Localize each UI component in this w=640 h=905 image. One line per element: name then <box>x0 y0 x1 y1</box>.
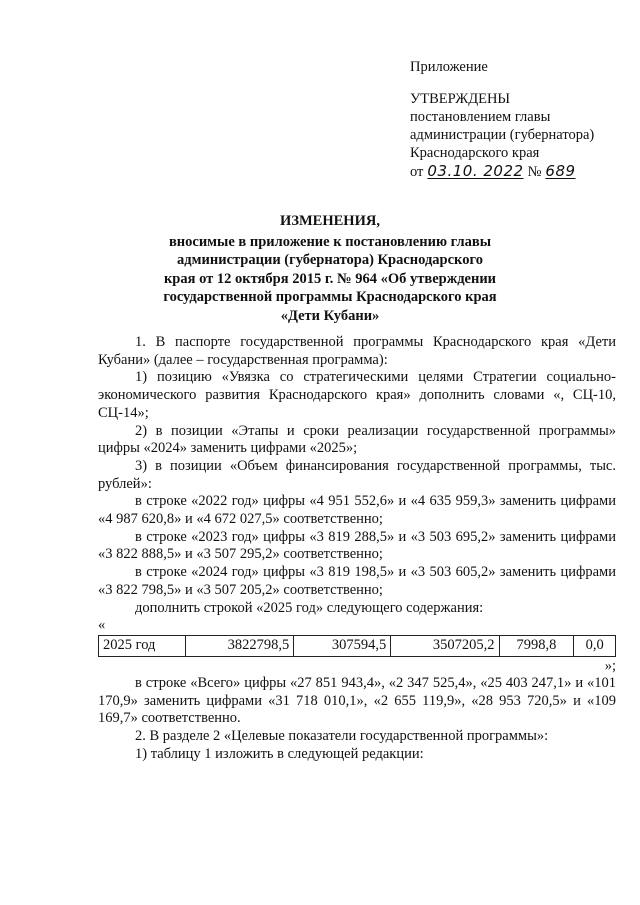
quote-close: »; <box>604 657 616 674</box>
title-line-2: администрации (губернатора) Краснодарского <box>177 252 483 268</box>
document-body <box>98 334 616 763</box>
table-cell: 3507205,2 <box>391 636 499 657</box>
approval-line-1: постановлением главы <box>410 109 551 125</box>
table-row <box>99 636 616 657</box>
appendix-label: Приложение <box>410 59 488 75</box>
paragraph-3: 2) в позиции «Этапы и сроки реализации государственной программы» цифры «2024» заменить цифрами «2025»; <box>98 422 616 457</box>
title-line-5: «Дети Кубани» <box>280 307 380 324</box>
paragraph-11: 1) таблицу 1 изложить в следующей редакции: <box>135 745 424 762</box>
paragraph-8: дополнить строкой «2025 год» следующего содержания: <box>135 599 484 616</box>
paragraph-9: в строке «Всего» цифры «27 851 943,4», «2 347 525,4», «25 403 247,1» и «101 170,9» заменить цифрами «31 718 010,1», «2 655 119,9», «28 953 720,5» и «109 169,7» соответственно. <box>98 674 616 727</box>
paragraph-1: 1. В паспорте государственной программы Краснодарского края «Дети Кубани» (далее – государственная программа): <box>98 334 616 368</box>
approval-line-3: Краснодарского края <box>410 145 540 161</box>
table-cell: 0,0 <box>574 636 616 657</box>
table-cell: 307594,5 <box>294 636 391 657</box>
title-line-3: края от 12 октября 2015 г. № 964 «Об утверждении <box>163 270 497 287</box>
handwritten-number: 689 <box>545 162 576 180</box>
approval-line-2: администрации (губернатора) <box>410 127 595 143</box>
paragraph-4: 3) в позиции «Объем финансирования государственной программы, тыс. рублей»: <box>98 457 616 492</box>
table-cell: 3822798,5 <box>186 636 294 657</box>
table-cell: 7998,8 <box>499 636 574 657</box>
paragraph-2: 1) позицию «Увязка со стратегическими целями Стратегии социально-экономического развития Краснодарского края» дополнить словами «, СЦ-10, СЦ-14»; <box>98 369 616 421</box>
approval-block <box>410 58 594 181</box>
number-prefix: № <box>527 164 542 180</box>
financing-table <box>98 635 616 657</box>
date-number-line <box>410 162 594 181</box>
handwritten-date: 03.10. 2022 <box>427 162 524 180</box>
title-line-1: вносимые в приложение к постановлению главы <box>168 233 492 250</box>
approved-label: УТВЕРЖДЕНЫ <box>410 91 511 107</box>
title-heading: ИЗМЕНЕНИЯ, <box>280 213 380 229</box>
paragraph-5: в строке «2022 год» цифры «4 951 552,6» и «4 635 959,3» заменить цифрами «4 987 620,8» и «4 672 027,5» соответственно; <box>98 493 616 528</box>
paragraph-10: 2. В разделе 2 «Целевые показатели государственной программы»: <box>135 728 549 745</box>
paragraph-6: в строке «2023 год» цифры «3 819 288,5» и «3 503 695,2» заменить цифрами «3 822 888,5» и «3 507 295,2» соответственно; <box>98 528 616 563</box>
title-line-4: государственной программы Краснодарского края <box>163 289 497 305</box>
date-prefix: от <box>410 164 424 180</box>
document-title <box>140 212 520 325</box>
paragraph-7: в строке «2024 год» цифры «3 819 198,5» и «3 503 605,2» заменить цифрами «3 822 798,5» и «3 507 205,2» соответственно; <box>98 564 616 598</box>
quote-open: « <box>98 617 106 634</box>
table-cell-year: 2025 год <box>99 636 186 657</box>
